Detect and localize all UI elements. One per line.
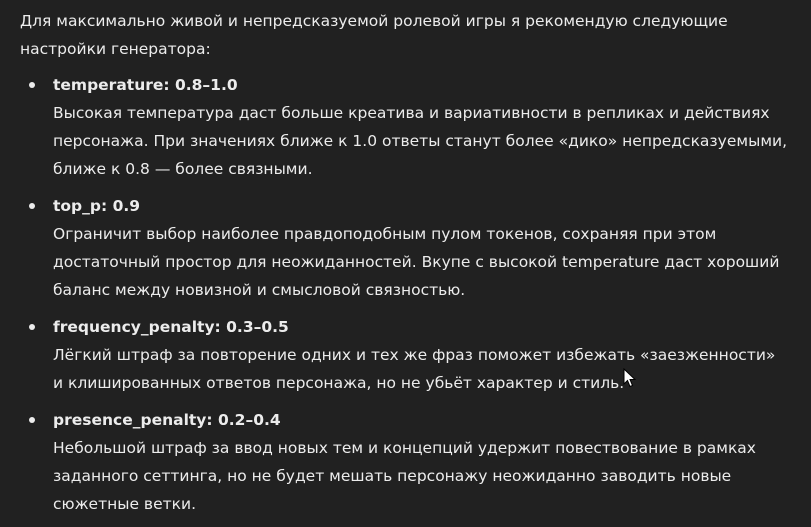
- list-item: [20, 71, 790, 183]
- bullet-icon: [29, 417, 35, 423]
- mouse-pointer-icon: [623, 368, 637, 388]
- intro-text: Для максимально живой и непредсказуемой ролевой игры я рекомендую следующие настройки генератора:: [20, 12, 728, 58]
- list-item: [20, 406, 790, 518]
- list-item: [20, 313, 790, 397]
- bullet-icon: [29, 324, 35, 330]
- settings-list: [20, 71, 790, 518]
- bullet-icon: [29, 82, 35, 88]
- setting-title: frequency_penalty: 0.3–0.5: [53, 318, 289, 336]
- list-item: [20, 192, 790, 304]
- setting-description: Ограничит выбор наиболее правдоподобным пулом токенов, сохраняя при этом достаточный простор для неожиданностей. Вкупе с высокой temperature даст хороший баланс между новизной и смысловой связностью.: [53, 225, 780, 299]
- setting-title: temperature: 0.8–1.0: [53, 76, 238, 94]
- assistant-message: [20, 7, 790, 527]
- setting-description: Небольшой штраф за ввод новых тем и концепций удержит повествование в рамках заданного сеттинга, но не будет мешать персонажу неожиданно заводить новые сюжетные ветки.: [53, 439, 756, 513]
- setting-description: Высокая температура даст больше креатива и вариативности в репликах и действиях персонажа. При значениях ближе к 1.0 ответы станут более «дико» непредсказуемыми, ближе к 0.8 — более связными.: [53, 104, 788, 178]
- setting-description: Лёгкий штраф за повторение одних и тех же фраз поможет избежать «заезженности» и клишированных ответов персонажа, но не убьёт характер и стиль.: [53, 346, 776, 392]
- setting-title: top_p: 0.9: [53, 197, 141, 215]
- setting-title: presence_penalty: 0.2–0.4: [53, 411, 281, 429]
- bullet-icon: [29, 203, 35, 209]
